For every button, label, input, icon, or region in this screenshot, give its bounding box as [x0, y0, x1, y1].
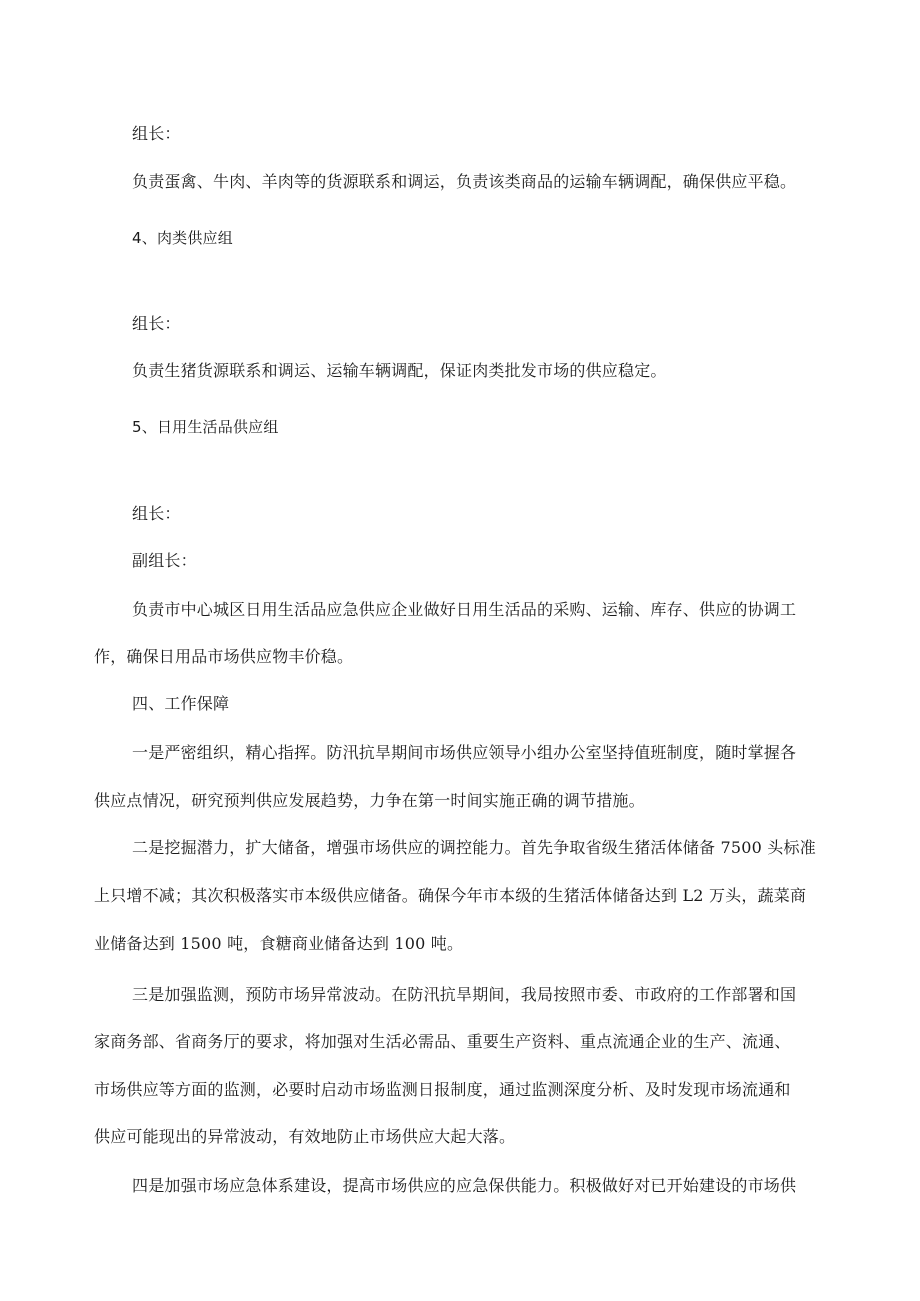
section4-heading: 四、工作保障 [132, 694, 230, 713]
group5-duty-line1: 负责市中心城区日用生活品应急供应企业做好日用生活品的采购、运输、库存、供应的协调工 [132, 600, 797, 619]
item1-line1: 一是严密组织，精心指挥。防汛抗旱期间市场供应领导小组办公室坚持值班制度，随时掌握各 [132, 743, 797, 762]
item3-line4: 供应可能现出的异常波动，有效地防止市场供应大起大落。 [94, 1127, 516, 1146]
group4-heading: 4、肉类供应组 [132, 229, 233, 247]
group4-leader-label: 组长： [132, 314, 181, 333]
item2-line2: 上只增不减；其次积极落实市本级供应储备。确保今年市本级的生猪活体储备达到 L2 万头，蔬菜商 [94, 886, 807, 905]
item4-line1: 四是加强市场应急体系建设，提高市场供应的应急保供能力。积极做好对已开始建设的市场供 [132, 1176, 797, 1195]
group5-heading: 5、日用生活品供应组 [132, 418, 279, 436]
group4-duty: 负责生猪货源联系和调运、运输车辆调配，保证肉类批发市场的供应稳定。 [132, 361, 667, 380]
group3-leader-label: 组长： [132, 124, 181, 143]
item2-line1: 二是挖掘潜力，扩大储备，增强市场供应的调控能力。首先争取省级生猪活体储备 7500 头标准 [132, 838, 816, 857]
item1-line2: 供应点情况，研究预判供应发展趋势，力争在第一时间实施正确的调节措施。 [94, 791, 645, 810]
item3-line3: 市场供应等方面的监测，必要时启动市场监测日报制度，通过监测深度分析、及时发现市场流通和 [94, 1080, 791, 1099]
item3-line2: 家商务部、省商务厅的要求，将加强对生活必需品、重要生产资料、重点流通企业的生产、流通、 [94, 1032, 791, 1051]
item2-line3: 业储备达到 1500 吨，食糖商业储备达到 100 吨。 [94, 934, 464, 953]
item3-line1: 三是加强监测，预防市场异常波动。在防汛抗旱期间，我局按照市委、市政府的工作部署和国 [132, 985, 797, 1004]
group5-duty-line2: 作，确保日用品市场供应物丰价稳。 [94, 647, 354, 666]
group5-leader-label: 组长： [132, 504, 181, 523]
group3-duty: 负责蛋禽、牛肉、羊肉等的货源联系和调运，负责该类商品的运输车辆调配，确保供应平稳。 [132, 172, 797, 191]
group5-deputy-label: 副组长： [132, 551, 197, 570]
